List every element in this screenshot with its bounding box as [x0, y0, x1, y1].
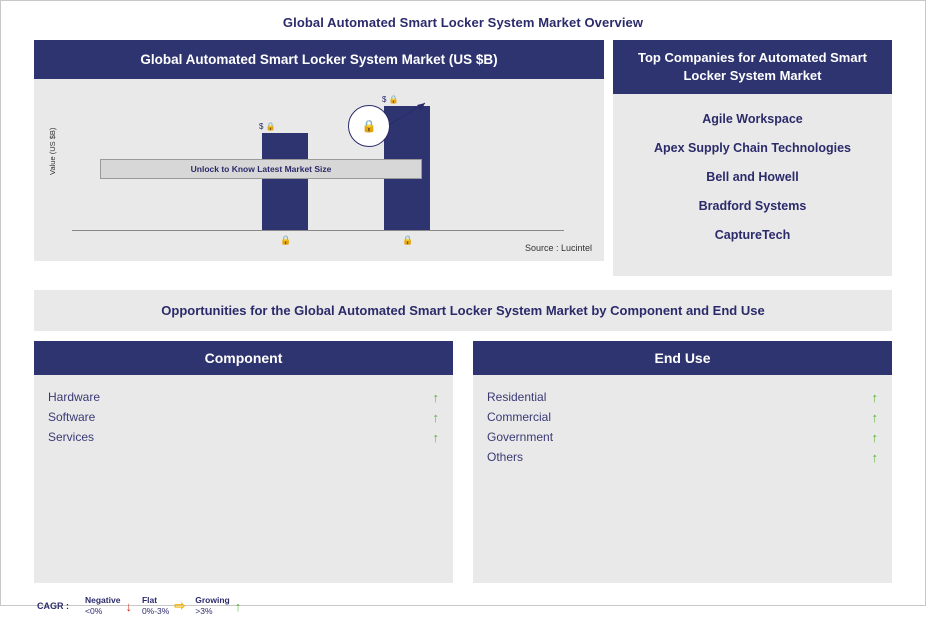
component-list: [34, 375, 453, 583]
list-item: Bell and Howell: [706, 169, 799, 184]
growing-arrow-icon: ↑: [871, 389, 878, 405]
legend-label: Flat: [141, 595, 158, 605]
bar-1-value-label: $ 🔒: [259, 122, 276, 131]
x-axis-line: [72, 230, 564, 231]
growing-arrow-icon: ↑: [234, 598, 242, 614]
list-item: Apex Supply Chain Technologies: [653, 140, 851, 155]
component-panel: [34, 341, 453, 583]
growing-arrow-icon: ↑: [432, 429, 439, 445]
list-item: [487, 427, 878, 447]
growing-arrow-icon: ↑: [432, 409, 439, 425]
list-item: [487, 407, 878, 427]
legend-title: CAGR :: [37, 601, 69, 611]
end-use-panel-header: End Use: [473, 341, 892, 375]
legend-label: Negative: [85, 595, 121, 605]
unlock-banner[interactable]: Unlock to Know Latest Market Size: [100, 159, 422, 179]
top-row: [34, 40, 892, 276]
page-title: Global Automated Smart Locker System Market Overview: [282, 15, 644, 30]
legend-item-negative: [85, 595, 132, 617]
opportunities-band: Opportunities for the Global Automated Smart Locker System Market by Component and End Use: [34, 290, 892, 331]
component-item-label: Hardware: [48, 390, 101, 404]
end-use-item-label: Others: [487, 450, 524, 464]
end-use-item-label: Commercial: [487, 410, 552, 424]
bar-chart: [34, 79, 604, 261]
negative-arrow-icon: ↓: [125, 598, 132, 614]
end-use-list: [473, 375, 892, 583]
growing-arrow-icon: ↑: [871, 429, 878, 445]
end-use-panel: [473, 341, 892, 583]
list-item: Agile Workspace: [702, 111, 803, 126]
list-item: [48, 407, 439, 427]
chart-source: Source : Lucintel: [524, 243, 592, 253]
end-use-item-label: Government: [487, 430, 554, 444]
legend-item-flat: [142, 595, 185, 617]
x-tick-1-lock-icon: 🔒: [280, 235, 292, 245]
growing-arrow-icon: ↑: [871, 449, 878, 465]
list-item: [48, 387, 439, 407]
legend-label: Growing: [195, 595, 230, 605]
legend-item-growing: [195, 595, 241, 617]
component-item-label: Software: [48, 410, 96, 424]
growing-arrow-icon: ↑: [871, 409, 878, 425]
component-panel-header: Component: [34, 341, 453, 375]
market-chart-body: [34, 79, 604, 261]
growing-arrow-icon: ↑: [432, 389, 439, 405]
list-item: Bradford Systems: [698, 198, 807, 213]
end-use-item-label: Residential: [487, 390, 547, 404]
list-item: [487, 447, 878, 467]
segments-row: [34, 341, 892, 583]
market-panel-header: Global Automated Smart Locker System Market (US $B): [34, 40, 604, 79]
bar-1: [262, 133, 308, 230]
legend-range: >3%: [195, 606, 213, 616]
list-item: CaptureTech: [714, 227, 791, 242]
companies-list: [613, 94, 892, 276]
legend-range: 0%-3%: [141, 606, 170, 616]
list-item: [48, 427, 439, 447]
x-tick-2-lock-icon: 🔒: [402, 235, 414, 245]
legend-range: <0%: [85, 606, 103, 616]
companies-panel-header: Top Companies for Automated Smart Locker System Market: [613, 40, 892, 94]
y-axis-label: Value (US $B): [48, 127, 57, 175]
bar-2-value-label: $ 🔒: [382, 95, 399, 104]
lock-badge-icon[interactable]: 🔒: [348, 105, 390, 147]
list-item: [487, 387, 878, 407]
market-size-panel: [34, 40, 604, 276]
component-item-label: Services: [48, 430, 95, 444]
flat-arrow-icon: ⇨: [174, 598, 186, 613]
cagr-legend: [37, 595, 925, 617]
plot-area: [72, 91, 564, 245]
top-companies-panel: [613, 40, 892, 276]
